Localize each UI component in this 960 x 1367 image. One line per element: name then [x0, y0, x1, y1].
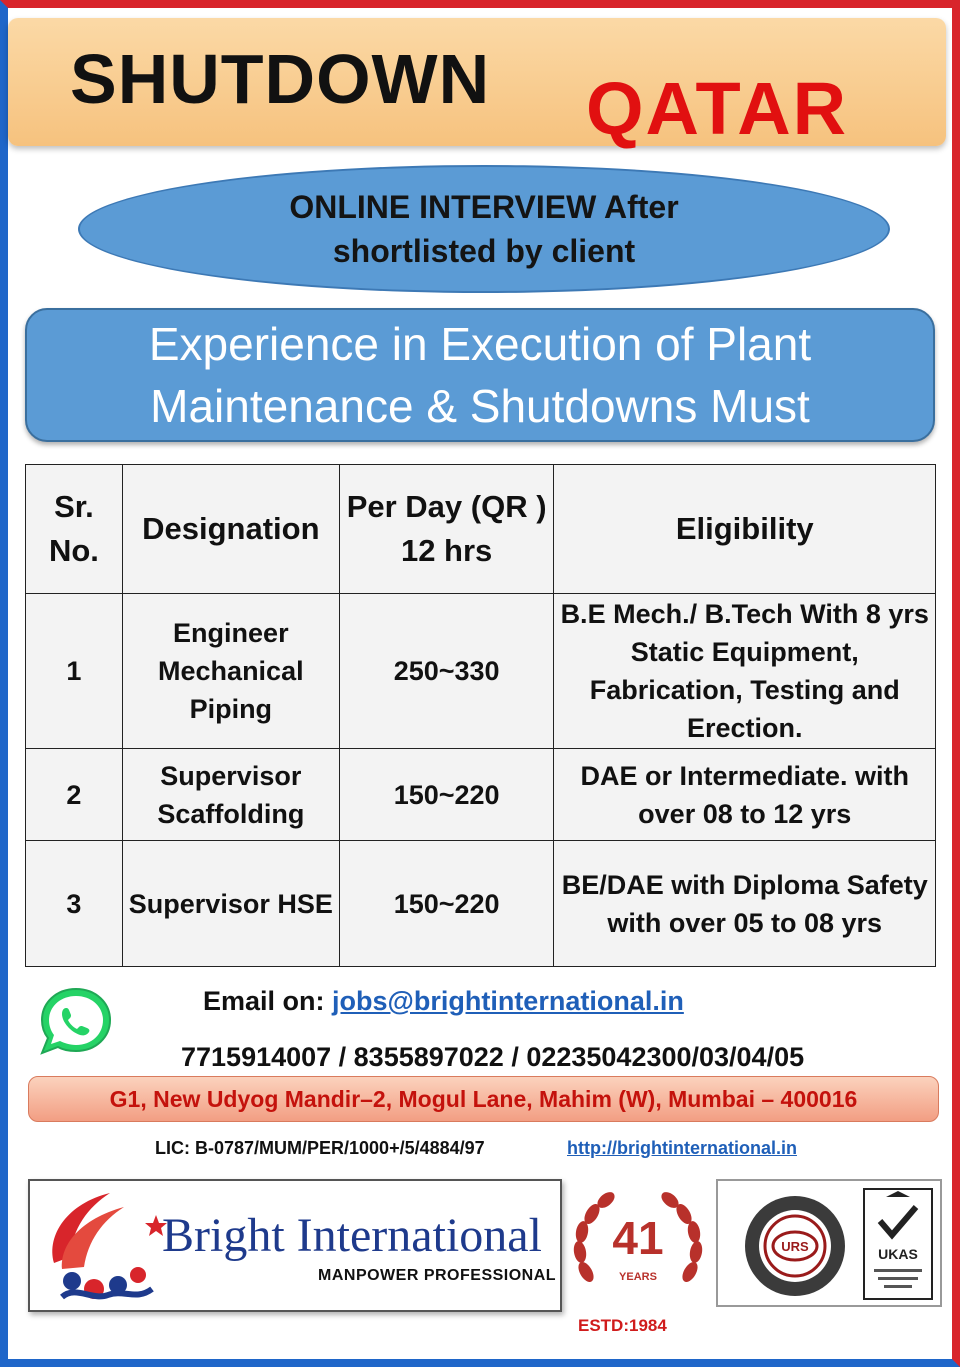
header-per-day-pay: Per Day (QR ) 12 hrs [339, 465, 554, 594]
job-openings-table [25, 464, 936, 967]
cell-pay: 250~330 [339, 594, 554, 749]
email-label: Email on: [203, 986, 333, 1016]
company-logo-box [28, 1179, 562, 1312]
table-row [26, 749, 936, 841]
ukas-certification-mark [858, 1185, 938, 1303]
cell-designation: Engineer Mechanical Piping [122, 594, 339, 749]
certification-box [716, 1179, 942, 1307]
experience-requirement-box [25, 308, 935, 442]
cell-pay: 150~220 [339, 749, 554, 841]
anniversary-41-badge [564, 1182, 712, 1306]
experience-line-1: Experience in Execution of Plant [148, 318, 812, 370]
online-interview-oval [78, 165, 890, 293]
header-designation: Designation [122, 465, 339, 594]
brand-name: Bright International [162, 1209, 542, 1262]
shutdown-title: SHUTDOWN [70, 40, 491, 118]
cell-sr: 3 [26, 841, 123, 967]
cell-eligibility: DAE or Intermediate. with over 08 to 12 yrs [554, 749, 936, 841]
table-header-row [26, 465, 936, 594]
interview-line-2: shortlisted by client [332, 233, 636, 269]
cell-pay: 150~220 [339, 841, 554, 967]
bright-international-logo [32, 1185, 182, 1309]
whatsapp-icon[interactable] [36, 985, 116, 1057]
interview-line-1: ONLINE INTERVIEW After [289, 189, 679, 225]
brand-tagline: MANPOWER PROFESSIONAL [318, 1267, 557, 1284]
urs-text: URS [781, 1239, 809, 1254]
table-row [26, 594, 936, 749]
email-link[interactable]: jobs@brightinternational.in [332, 986, 684, 1016]
cell-sr: 2 [26, 749, 123, 841]
license-number: LIC: B-0787/MUM/PER/1000+/5/4884/97 [155, 1138, 485, 1158]
cell-eligibility: B.E Mech./ B.Tech With 8 yrs Static Equipment, Fabrication, Testing and Erection. [554, 594, 936, 749]
established-year: ESTD:1984 [578, 1316, 667, 1335]
header-sr-no: Sr. No. [26, 465, 123, 594]
urs-iso-9001-seal [740, 1191, 850, 1301]
header-eligibility: Eligibility [554, 465, 936, 594]
email-row [203, 983, 684, 1019]
table-row [26, 841, 936, 967]
anniversary-years: YEARS [619, 1271, 657, 1283]
address-bar: G1, New Udyog Mandir–2, Mogul Lane, Mahim (W), Mumbai – 400016 [28, 1076, 939, 1122]
cell-designation: Supervisor Scaffolding [122, 749, 339, 841]
cell-eligibility: BE/DAE with Diploma Safety with over 05 to 08 yrs [554, 841, 936, 967]
anniversary-number: 41 [612, 1212, 664, 1264]
website-link[interactable]: http://brightinternational.in [567, 1138, 797, 1158]
cell-sr: 1 [26, 594, 123, 749]
ukas-text: UKAS [878, 1246, 918, 1262]
phone-numbers: 7715914007 / 8355897022 / 02235042300/03/04/05 [181, 1042, 805, 1072]
qatar-title: QATAR [586, 67, 849, 150]
experience-line-2: Maintenance & Shutdowns Must [150, 380, 810, 432]
cell-designation: Supervisor HSE [122, 841, 339, 967]
